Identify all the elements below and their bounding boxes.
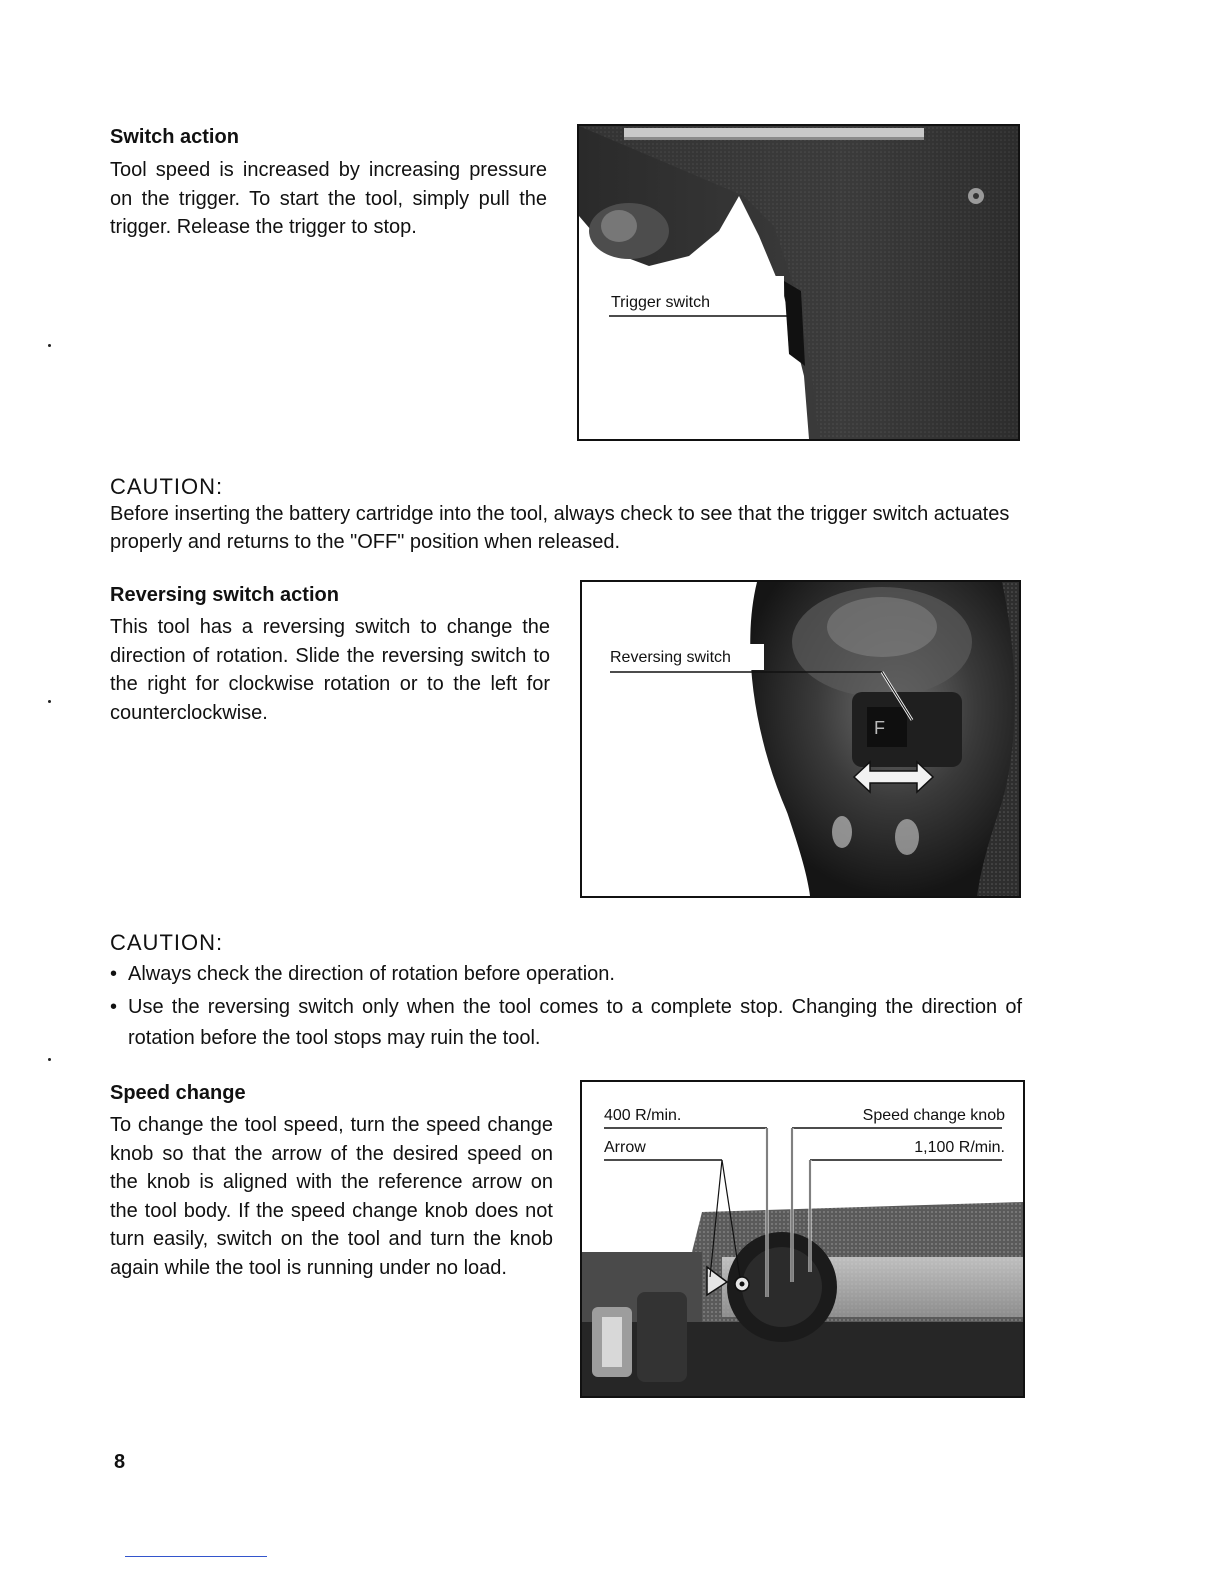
trigger-switch-label: Trigger switch	[611, 294, 710, 311]
speed-change-photo	[582, 1082, 1023, 1396]
reversing-switch-heading: Reversing switch action	[110, 584, 339, 606]
caution-2-item: • Always check the direction of rotation before operation.	[110, 959, 1022, 990]
reversing-switch-figure	[580, 580, 1021, 898]
stray-mark	[48, 1058, 51, 1061]
trigger-switch-photo	[579, 126, 1018, 439]
caution-1-title: CAUTION:	[110, 474, 224, 499]
page-number: 8	[114, 1451, 126, 1473]
low-speed-label: 400 R/min.	[604, 1107, 682, 1124]
bottom-rule	[125, 1556, 267, 1557]
stray-mark	[48, 344, 51, 347]
reversing-switch-photo	[582, 582, 1019, 896]
reversing-mark-f: F	[874, 718, 885, 738]
speed-change-knob-label: Speed change knob	[862, 1107, 1005, 1124]
speed-change-figure	[580, 1080, 1025, 1398]
caution-1-text: Before inserting the battery cartridge into the tool, always check to see that the trigger switch actuates properly and returns to the "OFF" position when released.	[110, 503, 1010, 553]
caution-2-list	[110, 959, 1022, 1056]
reversing-switch-body: This tool has a reversing switch to change the direction of rotation. Slide the reversing switch to the right for clockwise rotation or to the left for counterclockwise.	[110, 616, 550, 724]
switch-action-body: Tool speed is increased by increasing pressure on the trigger. To start the tool, simply pull the trigger. Release the trigger to stop.	[110, 159, 547, 238]
switch-action-heading: Switch action	[110, 126, 239, 148]
caution-2-item: • Use the reversing switch only when the tool comes to a complete stop. Changing the direction of rotation before the tool stops may ruin the tool.	[110, 992, 1022, 1054]
high-speed-label: 1,100 R/min.	[914, 1139, 1005, 1156]
arrow-label: Arrow	[604, 1139, 646, 1156]
trigger-switch-figure	[577, 124, 1020, 441]
speed-change-heading: Speed change	[110, 1082, 246, 1104]
speed-change-body: To change the tool speed, turn the speed change knob so that the arrow of the desired speed on the knob is aligned with the reference arrow on the tool body. If the speed change knob does not turn easily, switch on the tool and turn the knob again while the tool is running under no load.	[110, 1114, 553, 1279]
stray-mark	[48, 700, 51, 703]
reversing-switch-label: Reversing switch	[610, 649, 731, 666]
caution-2-title: CAUTION:	[110, 930, 224, 955]
